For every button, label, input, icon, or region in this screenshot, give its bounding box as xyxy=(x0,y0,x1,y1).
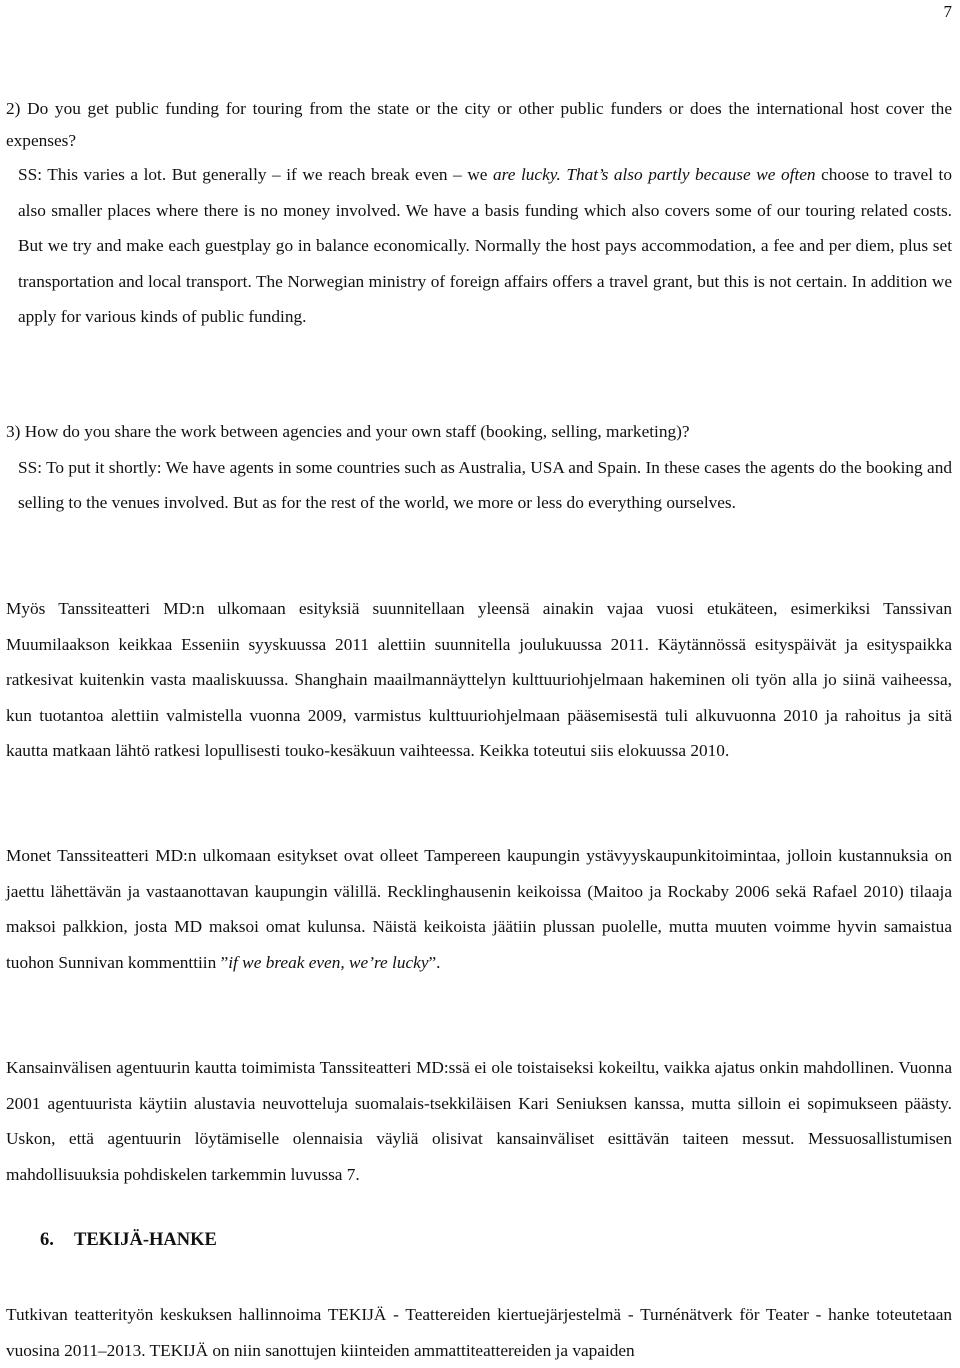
paragraph-2-text: Monet Tanssiteatteri MD:n ulkomaan esitykset ovat olleet Tampereen kaupungin ystävyyskaupunkitoimintaa, jolloin kustannuksia on jaettu lähettävän ja vastaanottavan kaupungin välillä. Recklinghausenin keikoissa (Maitoo ja Rockaby 2006 sekä Rafael 2010) tilaaja maksoi palkkion, josta MD maksoi omat kulunsa. Näistä keikoista jäätiin plussan puolelle, mutta muuten voimme hyvin samaistua tuohon Sunnivan kommenttiin ” xyxy=(6,846,952,972)
answer-3: SS: To put it shortly: We have agents in some countries such as Australia, USA and Spain. In these cases the agents do the booking and selling to the venues involved. But as for the rest of the world, we more or less do everything ourselves. xyxy=(18,457,952,512)
paragraph-1: Myös Tanssiteatteri MD:n ulkomaan esityksiä suunnitellaan yleensä ainakin vajaa vuosi etukäteen, esimerkiksi Tanssivan Muumilaakson keikkaa Esseniin syyskuussa 2011 alettiin suunnitella joulukuussa 2011. Käytännössä esityspäivät ja esityspaikka ratkesivat kuitenkin vasta maaliskuussa. Shanghain maailmannäyttelyn kulttuuriohjelmaan hakeminen oli työn alla jo siinä vaiheessa, kun tuotantoa alettiin valmistella vuonna 2009, varmistus kulttuuriohjelmaan pääsemisestä tuli alkuvuonna 2010 ja rahoitus ja sitä kautta matkaan lähtö ratkesi lopullisesti touko-kesäkuun vaihteessa. Keikka toteutui siis elokuussa 2010. xyxy=(6,599,952,760)
question-2: 2) Do you get public funding for touring from the state or the city or other public funders or does the international host cover the expenses? xyxy=(6,99,952,150)
question-2-block xyxy=(6,93,952,335)
paragraph-4: Tutkivan teatterityön keskuksen hallinnoima TEKIJÄ - Teattereiden kiertuejärjestelmä - Turnénätverk för Teater - hanke toteutetaan vuosina 2011–2013. TEKIJÄ on niin sanottujen kiinteiden ammattiteattereiden ja vapaiden xyxy=(6,1305,952,1360)
answer-2-text-b: choose to travel to also smaller places where there is no money involved. We have a basis funding which also covers some of our touring related costs. But we try and make each guestplay go in balance economically. Normally the host pays accommodation, a fee and per diem, plus set transportation and local transport. The Norwegian ministry of foreign affairs offers a travel grant, but this is not certain. In addition we apply for various kinds of public funding. xyxy=(18,165,952,326)
paragraph-kansainvalisen xyxy=(6,1050,952,1192)
answer-2 xyxy=(6,157,952,335)
section-heading xyxy=(40,1230,217,1251)
answer-2-text-a: SS: This varies a lot. But generally – if we reach break even – we xyxy=(18,165,494,184)
paragraph-monet xyxy=(6,838,952,980)
paragraph-3: Kansainvälisen agentuurin kautta toimimista Tanssiteatteri MD:ssä ei ole toistaiseksi kokeiltu, vaikka ajatus onkin mahdollinen. Vuonna 2001 agentuurista käytiin alustavia neuvotteluja suomalais-tsekkiläisen Kari Seniuksen kanssa, mutta silloin ei sopimukseen päästy. Uskon, että agentuurin löytämiselle olennaisia väyliä olisivat kansainväliset esittävän taiteen messut. Messuosallistumisen mahdollisuuksia pohdiskelen tarkemmin luvussa 7. xyxy=(6,1058,952,1184)
paragraph-myos xyxy=(6,591,952,769)
paragraph-tutkivan xyxy=(6,1297,952,1368)
question-3-block xyxy=(6,414,952,521)
answer-2-italic: are lucky. That’s also partly because we often xyxy=(493,165,816,184)
page-number: 7 xyxy=(943,2,952,21)
paragraph-2 xyxy=(6,838,952,980)
paragraph-2-quote: if we break even, we’re lucky xyxy=(228,952,429,972)
section-title: TEKIJÄ-HANKE xyxy=(74,1230,217,1250)
paragraph-2-end: ”. xyxy=(428,952,441,972)
question-3: 3) How do you share the work between agencies and your own staff (booking, selling, marketing)? xyxy=(6,422,690,441)
section-number: 6. xyxy=(40,1230,54,1250)
